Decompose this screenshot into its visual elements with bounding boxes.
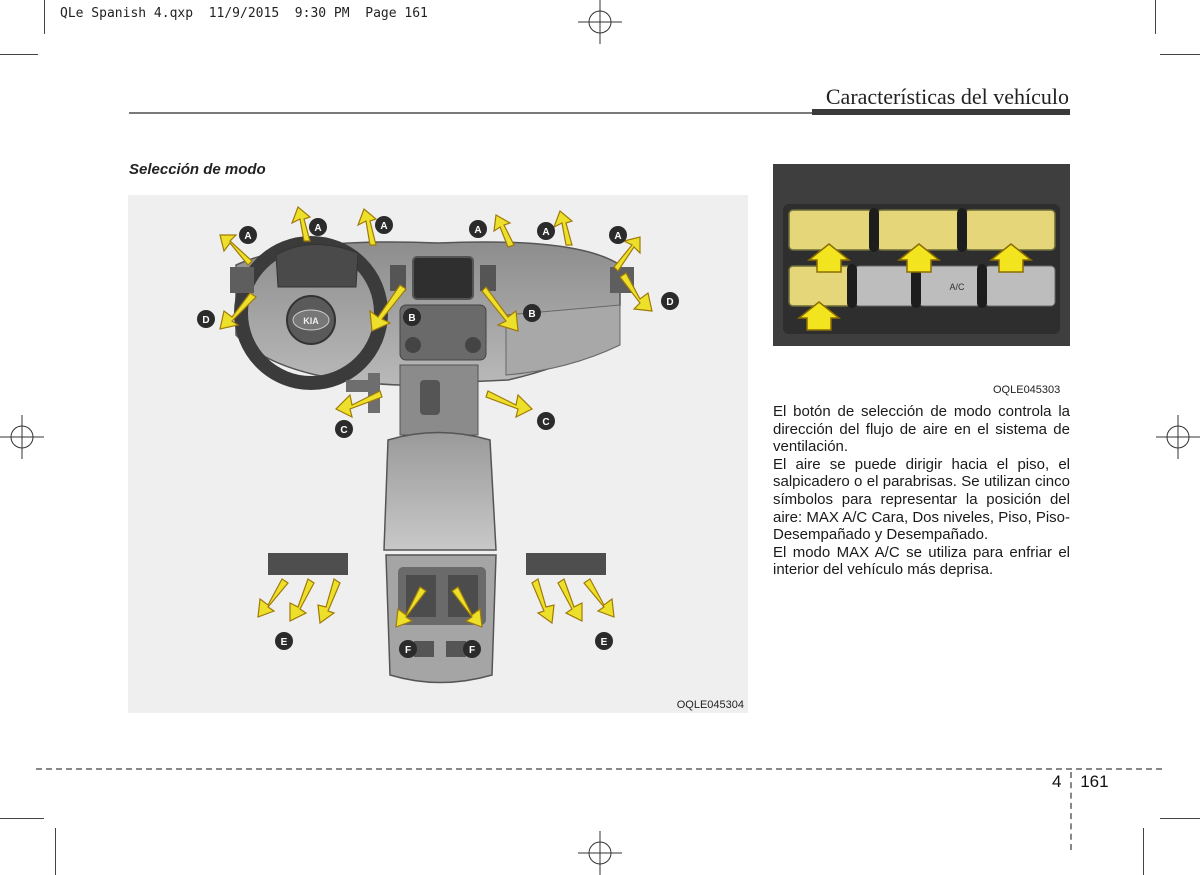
arrow-A5 [554,211,572,245]
callout-label: B [408,313,416,324]
button-rear-defrost [855,266,915,306]
rear-vent-right [526,553,606,575]
print-slug: QLe Spanish 4.qxp 11/9/2015 9:30 PM Page 161 [60,6,428,21]
callout-label: D [202,315,210,326]
callout-label: A [380,221,388,232]
figure-code-right: OQLE045303 [993,384,1061,396]
crop-mark [1160,818,1200,819]
arrow-E3 [318,579,340,623]
arrow-A3 [358,209,376,245]
ac-label: A/C [949,282,965,292]
figure-code: OQLE045304 [676,699,744,711]
callout-label: C [542,417,550,428]
page-number [1052,772,1109,792]
callout-label: E [280,637,288,648]
section-title: Características del vehículo [825,84,1069,109]
arrow-C2 [486,391,532,417]
callout-label: E [600,637,608,648]
arrow-E2 [290,579,314,621]
arrow-E5 [558,579,582,621]
paragraph: El aire se puede dirigir hacia el piso, el salpicadero o el parabrisas. Se utilizan cinco símbolos para representar la posición del aire: MAX A/C Cara, Dos niveles, Piso, Piso-Desempañado y Desempañado. [773,455,1070,544]
body-text [773,403,1070,579]
callout-label: F [468,645,476,656]
callout-label: A [314,223,322,234]
header-rule [129,112,812,114]
crop-mark [1155,0,1156,34]
kia-logo: KIA [303,316,319,326]
callout-label: A [244,231,252,242]
mode-buttons-illustration [773,164,1070,346]
chapter-number: 4 [1052,772,1062,791]
registration-mark-bottom [578,831,622,875]
registration-mark-left [0,415,44,459]
crop-mark [1143,828,1144,875]
page-number-value: 161 [1080,772,1109,791]
crop-mark [0,818,44,819]
callout-label: D [666,297,674,308]
dashboard-illustration [128,195,748,713]
header-rule-accent [812,109,1070,115]
crop-mark [1160,54,1200,55]
paragraph: El botón de selección de modo controla la dirección del flujo de aire en el sistema de ventilación. [773,403,1070,456]
center-console [384,433,496,551]
center-screen [413,257,473,299]
figure-airflow-dashboard [128,195,748,713]
subtitle: Selección de modo [129,161,266,178]
arrow-E6 [584,579,614,617]
callout-label: C [340,425,348,436]
registration-mark-right [1156,415,1200,459]
registration-mark-top [578,0,622,44]
figure-mode-buttons [773,164,1070,346]
callout-label: B [528,309,536,320]
crop-mark [44,0,45,34]
crop-mark [0,54,38,55]
rear-vent-left [268,553,348,575]
arrow-E4 [532,579,554,623]
paragraph: El modo MAX A/C se utiliza para enfriar el interior del vehículo más deprisa. [773,543,1070,579]
crop-mark [55,828,56,875]
arrow-E1 [258,579,288,617]
callout-label: A [474,225,482,236]
mode-button-face [789,210,873,250]
footer-rule [36,768,1162,770]
arrow-A2 [292,207,310,241]
callout-label: A [614,231,622,242]
callout-label: A [542,227,550,238]
callout-label: F [404,645,412,656]
